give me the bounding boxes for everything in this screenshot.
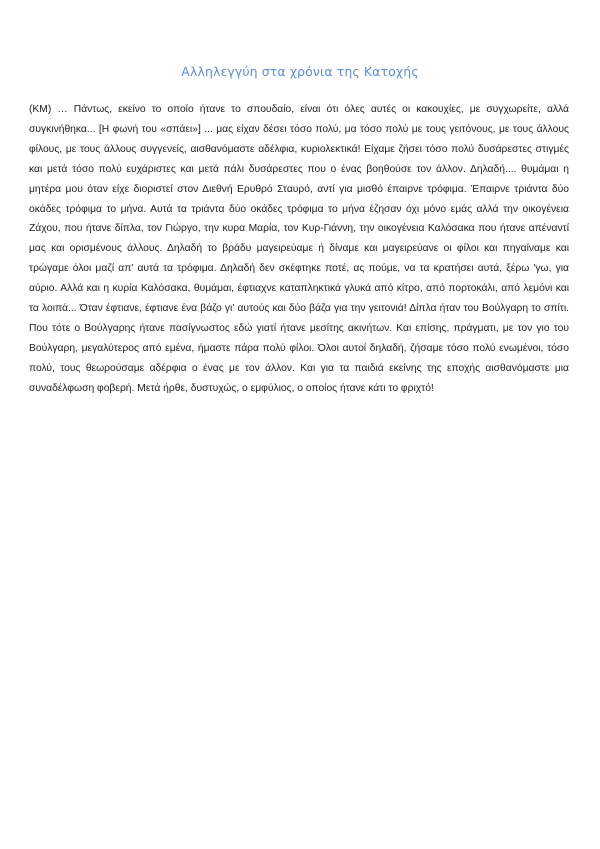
document-title: Αλληλεγγύη στα χρόνια της Κατοχής [181,64,419,79]
document-paragraph: (ΚΜ) … Πάντως, εκείνο το οποίο ήτανε το σπουδαίο, είναι ότι όλες αυτές οι κακουχίες, με συγχωρείτε, αλλά συγκινήθηκα... [Η φωνή του «σπάει»] ... μας είχαν δέσει τόσο πολύ, μα τόσο πολύ με τους γειτόνους, με τους άλλους φίλους, με τους άλλους συγγενείς, αισθανόμαστε αδέλφια, κυριολεκτικά! Είχαμε ζήσει τόσο πολύ δυσάρεστες στιγμές και μετά τόσο πολύ ευχάριστες και μετά πάλι δυσάρεστες που ο ένας βοηθούσε τον άλλον. Δηλαδή.... θυμάμαι η μητέρα μου όταν είχε διοριστεί στον Διεθνή Ερυθρό Σταυρό, αντί για μισθό έπαιρνε τρόφιμα. Έπαιρνε τριάντα δύο οκάδες τρόφιμα το μήνα. Αυτά τα τριάντα δύο οκάδες τρόφιμα το μήνα έζησαν όχι μόνο εμάς αλλά την οικογένεια Ζάχου, που ήτανε δίπλα, τον Γιώργο, την κυρα Μαρία, τον Κυρ-Γιάννη, την οικογένεια Καλόσακα που ήτανε απέναντί μας και ορισμένους άλλους. Δηλαδή το βράδυ μαγειρεύαμε ή δίναμε και μαγειρεύανε οι φίλοι και πηγαίναμε και τρώγαμε όλοι μαζί απ' αυτά τα τρόφιμα. Δηλαδή δεν σκέφτηκε ποτέ, ας πούμε, να τα κρατήσει αυτά, ξέρω 'γω, για αύριο. Αλλά και η κυρία Καλόσακα, θυμάμαι, έφτιαχνε καταπληκτικά γλυκά από κίτρο, από πορτοκάλι, από λεμόνι και τα λοιπά... Όταν έφτιανε, έφτιανε ένα βάζο γι' αυτούς και δύο βάζα για την γειτονιά! Δίπλα ήταν του Βούλγαρη το σπίτι. Που τότε ο Βούλγαρης ήτανε πασίγνωστος εδώ γιατί ήτανε μεσίτης ακινήτων. Και επίσης, πράγματι, με τον γιο του Βούλγαρη, μεγαλύτερος από εμένα, ήμαστε πάρα πολύ φίλοι. Όλοι αυτοί δηλαδή, ζήσαμε τόσο πολύ ενωμένοι, τόσο πολύ, τους θεωρούσαμε αδέρφια ο ένας με τον άλλον. Και για τα παιδιά εκείνης της εποχής αισθανόμαστε μια συναδέλφωση φοβερή. Μετά ήρθε, δυστυχώς, ο εμφύλιος, ο οποίος ήτανε κάτι το φριχτό! [29,104,569,394]
